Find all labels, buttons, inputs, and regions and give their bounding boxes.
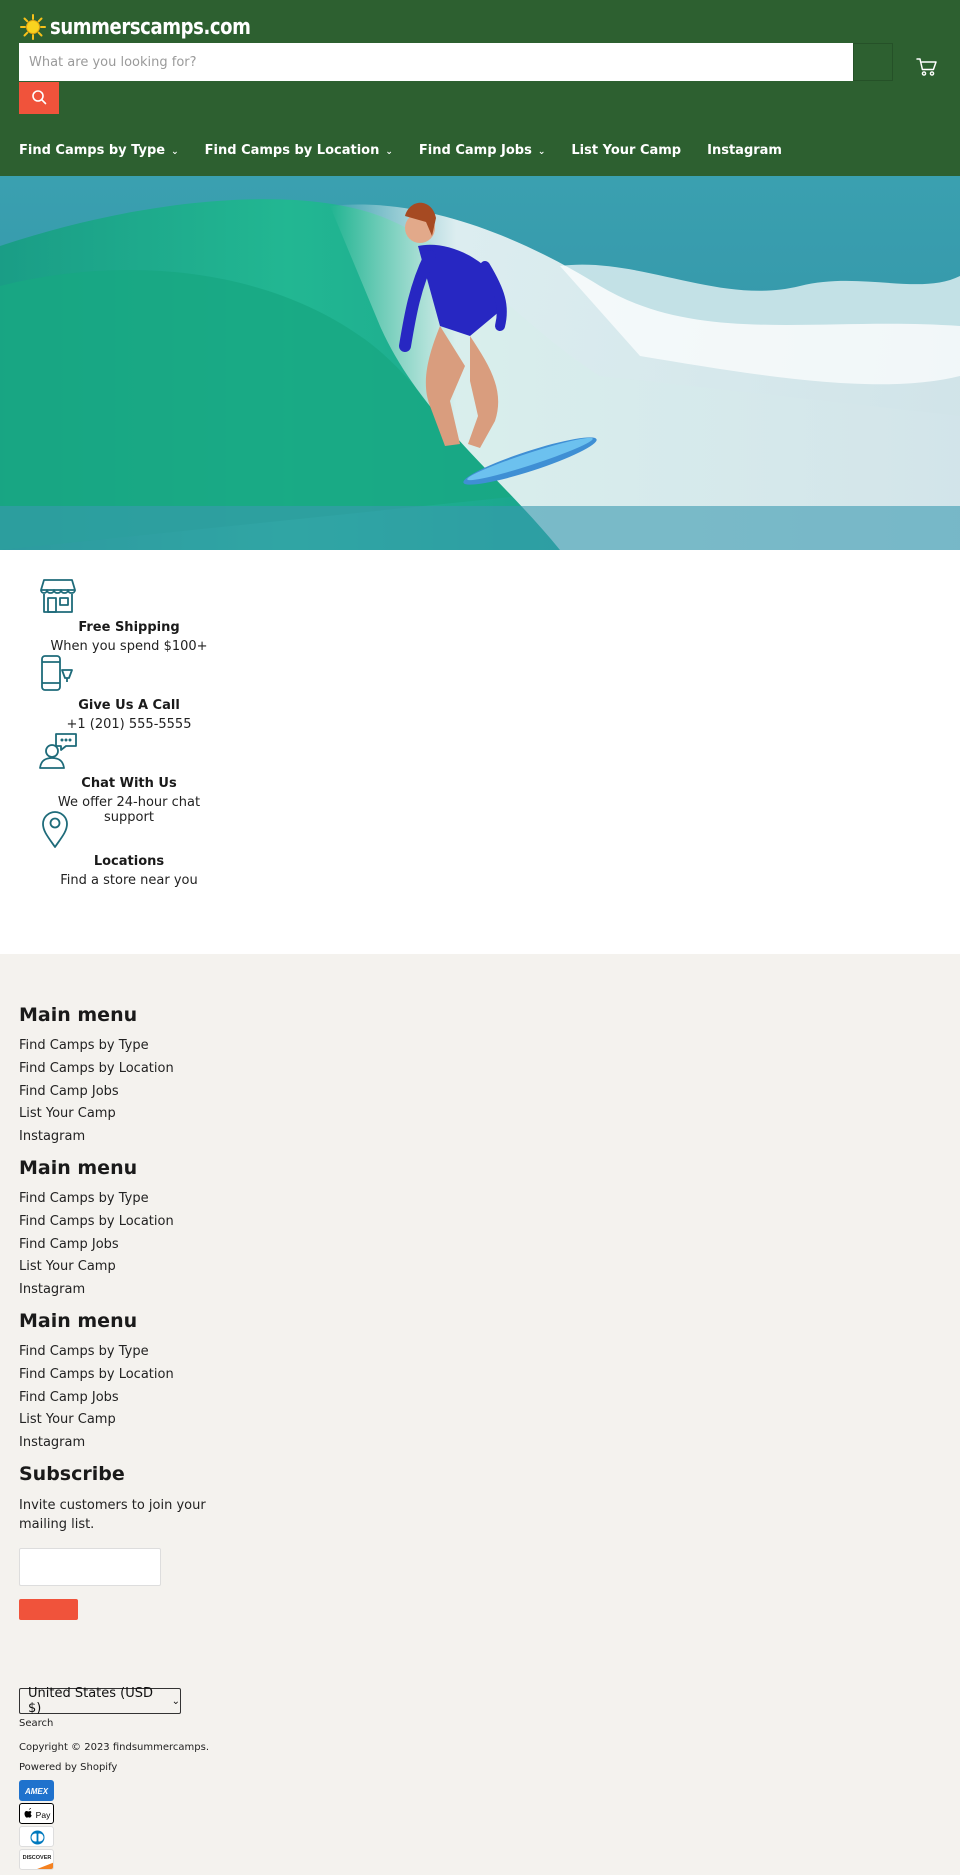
chevron-down-icon: ⌄ bbox=[385, 146, 393, 157]
info-subtitle: We offer 24-hour chat support bbox=[57, 795, 201, 825]
footer-link-list-your-camp[interactable]: List Your Camp bbox=[19, 1106, 116, 1121]
chevron-down-icon: ⌄ bbox=[171, 1695, 180, 1707]
nav-label: Find Camps by Location bbox=[204, 143, 380, 158]
info-title: Free Shipping bbox=[78, 620, 180, 635]
nav-label: List Your Camp bbox=[571, 143, 682, 158]
footer-search-link[interactable]: Search bbox=[19, 1718, 54, 1729]
storefront-icon bbox=[38, 576, 78, 616]
footer-link-instagram[interactable]: Instagram bbox=[19, 1129, 86, 1144]
info-subtitle: When you spend $100+ bbox=[50, 639, 208, 654]
footer-menu-heading: Main menu bbox=[19, 1004, 138, 1026]
search-button[interactable] bbox=[19, 82, 59, 114]
logo-text: summerscamps.com bbox=[50, 14, 251, 40]
info-title: Locations bbox=[93, 854, 165, 869]
subscribe-text: Invite customers to join your mailing list. bbox=[19, 1498, 206, 1532]
apple-pay-icon bbox=[19, 1803, 54, 1824]
footer-menu-heading: Main menu bbox=[19, 1310, 138, 1332]
subscribe-heading: Subscribe bbox=[19, 1463, 125, 1485]
footer-link-instagram[interactable]: Instagram bbox=[19, 1282, 86, 1297]
nav-label: Find Camps by Type bbox=[19, 143, 166, 158]
footer-link-find-camp-jobs[interactable]: Find Camp Jobs bbox=[19, 1237, 119, 1252]
info-free-shipping bbox=[38, 576, 220, 654]
cart-button[interactable] bbox=[914, 57, 940, 81]
chat-icon bbox=[38, 732, 78, 772]
chevron-down-icon: ⌄ bbox=[171, 146, 179, 157]
search-clear-area[interactable] bbox=[853, 43, 893, 81]
nav-find-camp-jobs[interactable] bbox=[419, 143, 545, 158]
nav-label: Instagram bbox=[707, 143, 782, 158]
footer-link-instagram[interactable]: Instagram bbox=[19, 1435, 86, 1450]
amex-icon bbox=[19, 1780, 54, 1801]
svg-text:DISCOVER: DISCOVER bbox=[22, 1855, 52, 1861]
footer-menu-heading: Main menu bbox=[19, 1157, 138, 1179]
main-nav bbox=[19, 143, 808, 158]
site-logo[interactable] bbox=[20, 12, 295, 42]
info-give-us-a-call bbox=[38, 654, 220, 732]
nav-list-your-camp[interactable] bbox=[571, 143, 681, 158]
diners-club-icon bbox=[19, 1826, 54, 1847]
footer-link-find-camp-jobs[interactable]: Find Camp Jobs bbox=[19, 1084, 119, 1099]
info-title: Give Us A Call bbox=[78, 698, 180, 713]
location-pin-icon bbox=[38, 810, 78, 850]
footer-link-find-camps-by-type[interactable]: Find Camps by Type bbox=[19, 1344, 149, 1359]
country-selected-value: United States (USD $) bbox=[28, 1686, 154, 1716]
info-subtitle: +1 (201) 555-5555 bbox=[66, 717, 192, 732]
phone-icon bbox=[38, 654, 78, 694]
sun-icon bbox=[20, 14, 46, 40]
footer-link-find-camp-jobs[interactable]: Find Camp Jobs bbox=[19, 1390, 119, 1405]
chevron-down-icon: ⌄ bbox=[537, 146, 546, 157]
nav-label: Find Camp Jobs bbox=[418, 143, 532, 158]
copyright: Copyright © 2023 findsummercamps. bbox=[19, 1742, 210, 1753]
search-input[interactable] bbox=[19, 43, 853, 81]
footer-link-find-camps-by-location[interactable]: Find Camps by Location bbox=[19, 1214, 174, 1229]
discover-icon bbox=[19, 1849, 54, 1870]
info-subtitle: Find a store near you bbox=[60, 873, 198, 888]
site-footer bbox=[0, 954, 960, 1875]
footer-link-find-camps-by-type[interactable]: Find Camps by Type bbox=[19, 1191, 149, 1206]
search-icon bbox=[31, 89, 47, 108]
info-locations bbox=[38, 810, 220, 888]
nav-find-camps-by-type[interactable] bbox=[19, 143, 179, 158]
svg-text:AMEX: AMEX bbox=[24, 1787, 49, 1796]
info-title: Chat With Us bbox=[81, 776, 177, 791]
powered-by-shopify[interactable]: Powered by Shopify bbox=[19, 1762, 118, 1773]
nav-instagram[interactable] bbox=[707, 143, 782, 158]
subscribe-email-input[interactable] bbox=[19, 1548, 161, 1586]
footer-link-list-your-camp[interactable]: List Your Camp bbox=[19, 1259, 116, 1274]
footer-link-list-your-camp[interactable]: List Your Camp bbox=[19, 1412, 116, 1427]
country-currency-select[interactable] bbox=[19, 1688, 181, 1714]
nav-find-camps-by-location[interactable] bbox=[205, 143, 393, 158]
hero-image bbox=[0, 176, 960, 550]
svg-text:Pay: Pay bbox=[35, 1810, 51, 1820]
footer-link-find-camps-by-type[interactable]: Find Camps by Type bbox=[19, 1038, 149, 1053]
footer-link-find-camps-by-location[interactable]: Find Camps by Location bbox=[19, 1061, 174, 1076]
subscribe-button[interactable] bbox=[19, 1599, 78, 1620]
site-header bbox=[0, 0, 960, 176]
cart-icon bbox=[916, 57, 938, 81]
footer-link-find-camps-by-location[interactable]: Find Camps by Location bbox=[19, 1367, 174, 1382]
